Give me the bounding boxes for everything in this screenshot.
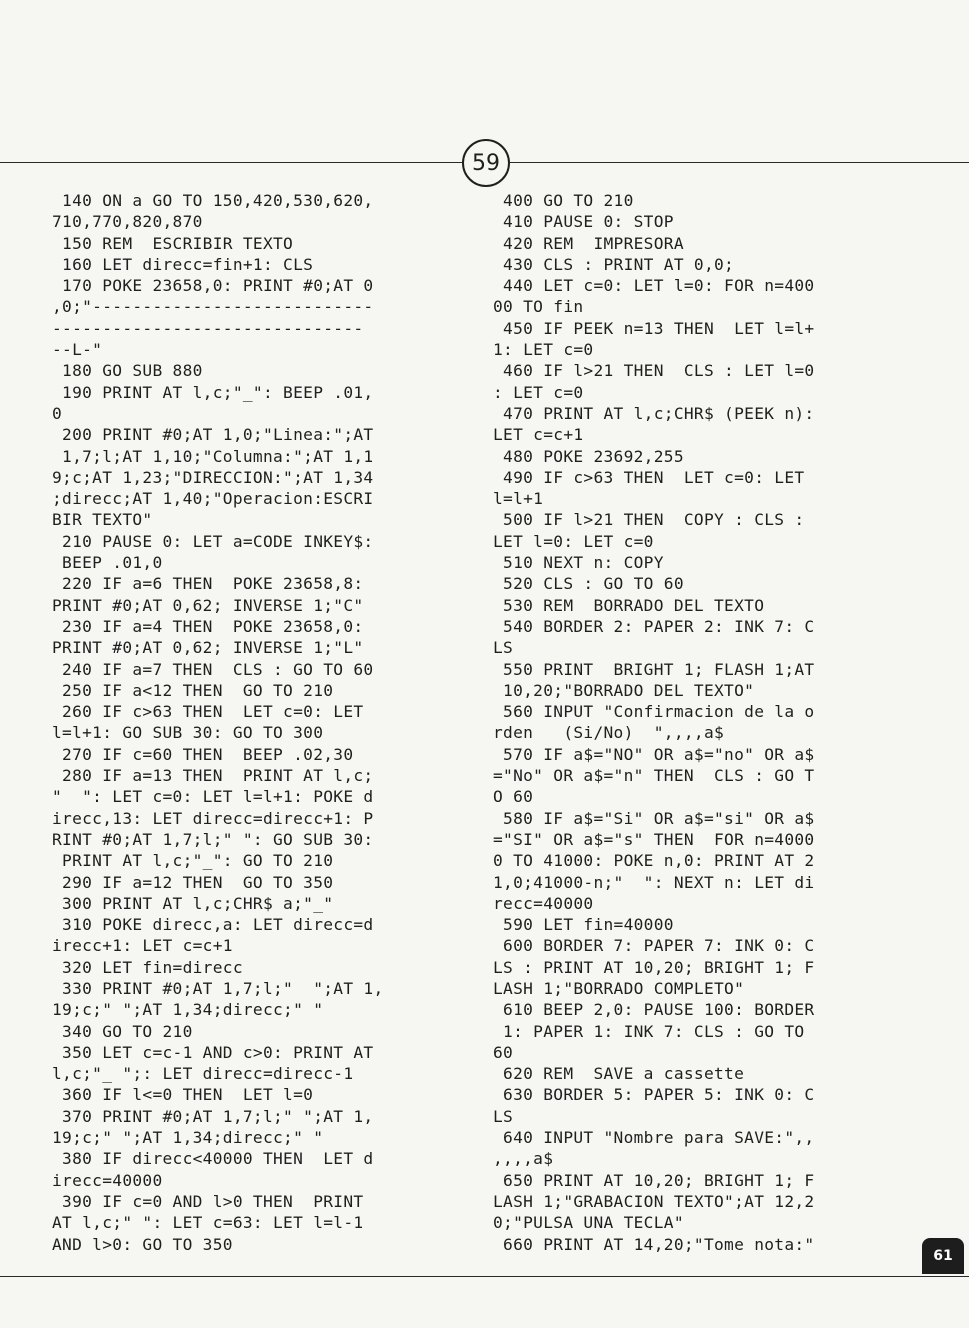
code-line: 9;c;AT 1,23;"DIRECCION:";AT 1,34 — [52, 467, 374, 487]
code-line: LS — [493, 638, 514, 658]
code-line: l=l+1: GO SUB 30: GO TO 300 — [52, 723, 324, 743]
page-number-tab: 61 — [922, 1238, 964, 1274]
code-line: 170 POKE 23658,0: PRINT #0;AT 0 — [52, 276, 374, 296]
code-line: LASH 1;"GRABACION TEXTO";AT 12,2 — [493, 1191, 815, 1211]
code-line: 300 PRINT AT l,c;CHR$ a;"_" — [52, 893, 334, 913]
code-line: 520 CLS : GO TO 60 — [493, 574, 684, 594]
code-line: ;direcc;AT 1,40;"Operacion:ESCRI — [52, 489, 374, 509]
code-line: 0;"PULSA UNA TECLA" — [493, 1213, 684, 1233]
code-line: 440 LET c=0: LET l=0: FOR n=400 — [493, 276, 815, 296]
code-line: irecc+1: LET c=c+1 — [52, 936, 233, 956]
code-line: 380 IF direcc<40000 THEN LET d — [52, 1149, 374, 1169]
code-line: 500 IF l>21 THEN COPY : CLS : — [493, 510, 805, 530]
code-line: 600 BORDER 7: PAPER 7: INK 0: C — [493, 936, 815, 956]
code-listing-right-column — [493, 190, 913, 1255]
code-line: PRINT #0;AT 0,62; INVERSE 1;"L" — [52, 638, 364, 658]
code-line: 400 GO TO 210 — [493, 191, 634, 210]
code-line: 390 IF c=0 AND l>0 THEN PRINT — [52, 1191, 364, 1211]
code-line: 580 IF a$="Si" OR a$="si" OR a$ — [493, 808, 815, 828]
code-line: 0 TO 41000: POKE n,0: PRINT AT 2 — [493, 851, 815, 871]
code-line: ="No" OR a$="n" THEN CLS : GO T — [493, 766, 815, 786]
code-line: 00 TO fin — [493, 297, 584, 317]
code-line: l,c;"_ ";: LET direcc=direcc-1 — [52, 1064, 354, 1084]
code-line: 590 LET fin=40000 — [493, 915, 674, 935]
code-line: 420 REM IMPRESORA — [493, 233, 684, 253]
code-line: LS : PRINT AT 10,20; BRIGHT 1; F — [493, 957, 815, 977]
code-line: 350 LET c=c-1 AND c>0: PRINT AT — [52, 1042, 374, 1062]
code-line: LS — [493, 1106, 514, 1126]
code-line: LASH 1;"BORRADO COMPLETO" — [493, 978, 745, 998]
code-line: 1: LET c=0 — [493, 340, 594, 360]
code-line: l=l+1 — [493, 489, 544, 509]
code-line: 560 INPUT "Confirmacion de la o — [493, 702, 815, 722]
code-line: 340 GO TO 210 — [52, 1021, 193, 1041]
code-line: 370 PRINT #0;AT 1,7;l;" ";AT 1, — [52, 1106, 374, 1126]
code-line: 19;c;" ";AT 1,34;direcc;" " — [52, 1000, 324, 1020]
bottom-rule — [0, 1276, 969, 1277]
code-line: 0 — [52, 403, 63, 423]
code-line: PRINT #0;AT 0,62; INVERSE 1;"C" — [52, 595, 364, 615]
code-line: 620 REM SAVE a cassette — [493, 1064, 745, 1084]
code-line: 250 IF a<12 THEN GO TO 210 — [52, 680, 334, 700]
code-line: 210 PAUSE 0: LET a=CODE INKEY$: — [52, 531, 374, 551]
code-line: rden (Si/No) ",,,,a$ — [493, 723, 725, 743]
code-line: : LET c=0 — [493, 382, 584, 402]
code-line: 1,0;41000-n;" ": NEXT n: LET di — [493, 872, 815, 892]
code-line: 660 PRINT AT 14,20;"Tome nota:" — [493, 1234, 815, 1254]
code-line: 150 REM ESCRIBIR TEXTO — [52, 233, 294, 253]
code-listing-left-column — [52, 190, 472, 1255]
code-line: 290 IF a=12 THEN GO TO 350 — [52, 872, 334, 892]
code-line: 530 REM BORRADO DEL TEXTO — [493, 595, 765, 615]
code-line: 310 POKE direcc,a: LET direcc=d — [52, 915, 374, 935]
code-line: --L-" — [52, 340, 103, 360]
code-line: 450 IF PEEK n=13 THEN LET l=l+ — [493, 318, 815, 338]
code-line: 10,20;"BORRADO DEL TEXTO" — [493, 680, 755, 700]
code-line: 610 BEEP 2,0: PAUSE 100: BORDER — [493, 1000, 815, 1020]
code-line: ,0;"---------------------------- — [52, 297, 374, 317]
code-line: ,,,,a$ — [493, 1149, 554, 1169]
code-line: 430 CLS : PRINT AT 0,0; — [493, 254, 735, 274]
code-line: 470 PRINT AT l,c;CHR$ (PEEK n): — [493, 403, 815, 423]
code-line: 270 IF c=60 THEN BEEP .02,30 — [52, 744, 354, 764]
code-line: 320 LET fin=direcc — [52, 957, 243, 977]
code-line: BEEP .01,0 — [52, 553, 163, 573]
code-line: 220 IF a=6 THEN POKE 23658,8: — [52, 574, 364, 594]
code-line: 710,770,820,870 — [52, 212, 203, 232]
code-line: irecc=40000 — [52, 1170, 163, 1190]
code-line: 540 BORDER 2: PAPER 2: INK 7: C — [493, 616, 815, 636]
code-line: LET c=c+1 — [493, 425, 584, 445]
code-line: 510 NEXT n: COPY — [493, 553, 664, 573]
code-line: AND l>0: GO TO 350 — [52, 1234, 233, 1254]
code-line: 200 PRINT #0;AT 1,0;"Linea:";AT — [52, 425, 374, 445]
code-line: 630 BORDER 5: PAPER 5: INK 0: C — [493, 1085, 815, 1105]
code-line: LET l=0: LET c=0 — [493, 531, 654, 551]
code-line: 1: PAPER 1: INK 7: CLS : GO TO — [493, 1021, 805, 1041]
code-line: 240 IF a=7 THEN CLS : GO TO 60 — [52, 659, 374, 679]
code-line: 410 PAUSE 0: STOP — [493, 212, 674, 232]
code-line: O 60 — [493, 787, 534, 807]
code-line: 570 IF a$="NO" OR a$="no" OR a$ — [493, 744, 815, 764]
code-line: BIR TEXTO" — [52, 510, 153, 530]
code-line: recc=40000 — [493, 893, 594, 913]
code-line: 190 PRINT AT l,c;"_": BEEP .01, — [52, 382, 374, 402]
code-line: RINT #0;AT 1,7;l;" ": GO SUB 30: — [52, 829, 374, 849]
code-line: 230 IF a=4 THEN POKE 23658,0: — [52, 616, 364, 636]
code-line: 19;c;" ";AT 1,34;direcc;" " — [52, 1128, 324, 1148]
code-line: 550 PRINT BRIGHT 1; FLASH 1;AT — [493, 659, 815, 679]
code-line: 360 IF l<=0 THEN LET l=0 — [52, 1085, 314, 1105]
code-line: PRINT AT l,c;"_": GO TO 210 — [52, 851, 334, 871]
code-line: 260 IF c>63 THEN LET c=0: LET — [52, 702, 364, 722]
code-line: ="SI" OR a$="s" THEN FOR n=4000 — [493, 829, 815, 849]
chapter-number-badge: 59 — [462, 139, 510, 187]
code-line: 160 LET direcc=fin+1: CLS — [52, 254, 314, 274]
code-line: 140 ON a GO TO 150,420,530,620, — [52, 191, 374, 210]
code-line: 180 GO SUB 880 — [52, 361, 203, 381]
code-line: 280 IF a=13 THEN PRINT AT l,c; — [52, 766, 374, 786]
code-line: ------------------------------- — [52, 318, 364, 338]
code-line: 650 PRINT AT 10,20; BRIGHT 1; F — [493, 1170, 815, 1190]
code-line: irecc,13: LET direcc=direcc+1: P — [52, 808, 374, 828]
code-line: 330 PRINT #0;AT 1,7;l;" ";AT 1, — [52, 978, 384, 998]
code-line: 480 POKE 23692,255 — [493, 446, 684, 466]
code-line: 60 — [493, 1042, 514, 1062]
code-line: 490 IF c>63 THEN LET c=0: LET — [493, 467, 805, 487]
code-line: 460 IF l>21 THEN CLS : LET l=0 — [493, 361, 815, 381]
code-line: AT l,c;" ": LET c=63: LET l=l-1 — [52, 1213, 364, 1233]
code-line: " ": LET c=0: LET l=l+1: POKE d — [52, 787, 374, 807]
code-line: 640 INPUT "Nombre para SAVE:",, — [493, 1128, 815, 1148]
code-line: 1,7;l;AT 1,10;"Columna:";AT 1,1 — [52, 446, 374, 466]
